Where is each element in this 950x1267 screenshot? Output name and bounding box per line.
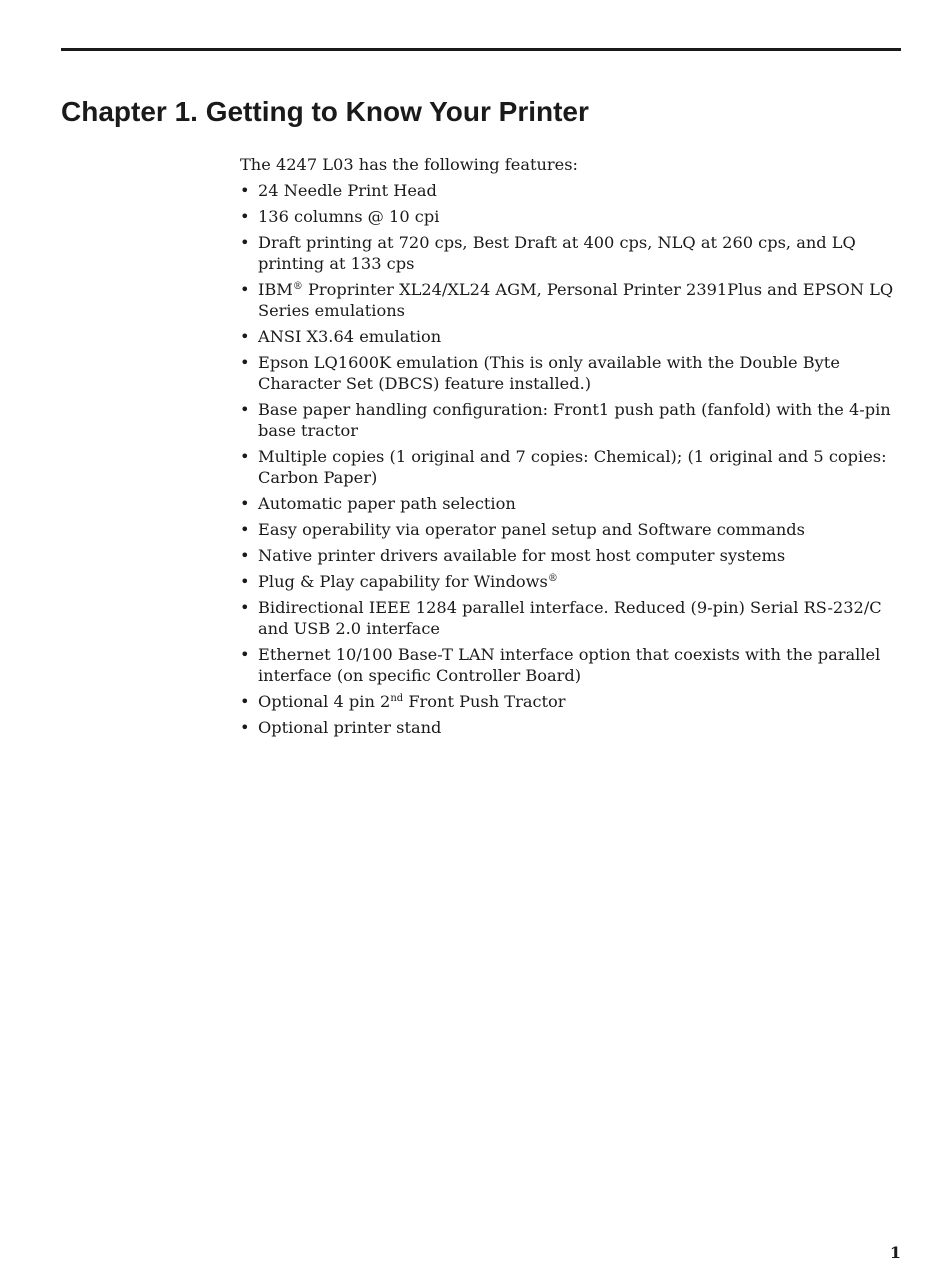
feature-text: IBM <box>258 280 293 299</box>
feature-text: Epson LQ1600K emulation (This is only available with the Double Byte Character Set (DBCS) feature installed.) <box>258 353 840 393</box>
feature-text: Front Push Tractor <box>403 692 566 711</box>
feature-text: Plug & Play capability for Windows <box>258 572 548 591</box>
feature-item <box>240 352 905 394</box>
ordinal-suffix: nd <box>390 693 404 704</box>
feature-item <box>240 493 905 514</box>
feature-text: Automatic paper path selection <box>258 494 516 513</box>
feature-text: Bidirectional IEEE 1284 parallel interface. Reduced (9-pin) Serial RS-232/C and USB 2.0 interface <box>258 598 882 638</box>
feature-item <box>240 597 905 639</box>
feature-item <box>240 717 905 738</box>
feature-item <box>240 446 905 488</box>
feature-item <box>240 571 905 592</box>
feature-item <box>240 180 905 201</box>
feature-item <box>240 644 905 686</box>
feature-text: Optional 4 pin 2 <box>258 692 391 711</box>
feature-item <box>240 399 905 441</box>
page-number: 1 <box>889 1243 901 1262</box>
feature-text: 136 columns @ 10 cpi <box>258 207 440 226</box>
features-intro: The 4247 L03 has the following features: <box>240 155 579 174</box>
feature-item <box>240 206 905 227</box>
feature-text: Multiple copies (1 original and 7 copies: Chemical); (1 original and 5 copies: Carbon Paper) <box>258 447 887 487</box>
feature-item <box>240 232 905 274</box>
feature-text: Optional printer stand <box>258 718 442 737</box>
feature-text: Proprinter XL24/XL24 AGM, Personal Printer 2391Plus and EPSON LQ Series emulations <box>258 280 894 320</box>
feature-item <box>240 519 905 540</box>
feature-text: 24 Needle Print Head <box>258 181 437 200</box>
feature-text: Draft printing at 720 cps, Best Draft at 400 cps, NLQ at 260 cps, and LQ printing at 133 cps <box>258 233 856 273</box>
header-rule <box>61 48 901 51</box>
feature-text: Native printer drivers available for most host computer systems <box>258 546 786 565</box>
chapter-title: Chapter 1. Getting to Know Your Printer <box>61 96 589 127</box>
feature-text: ANSI X3.64 emulation <box>258 327 442 346</box>
feature-text: Ethernet 10/100 Base-T LAN interface option that coexists with the parallel interface (on specific Controller Board) <box>258 645 881 685</box>
registered-mark: ® <box>292 281 303 292</box>
feature-item <box>240 691 905 712</box>
registered-mark: ® <box>547 573 558 584</box>
feature-list <box>240 180 905 738</box>
feature-text: Base paper handling configuration: Front1 push path (fanfold) with the 4-pin base tractor <box>258 400 891 440</box>
page-content <box>240 154 905 743</box>
feature-item <box>240 279 905 321</box>
feature-item <box>240 326 905 347</box>
feature-item <box>240 545 905 566</box>
feature-text: Easy operability via operator panel setup and Software commands <box>258 520 805 539</box>
